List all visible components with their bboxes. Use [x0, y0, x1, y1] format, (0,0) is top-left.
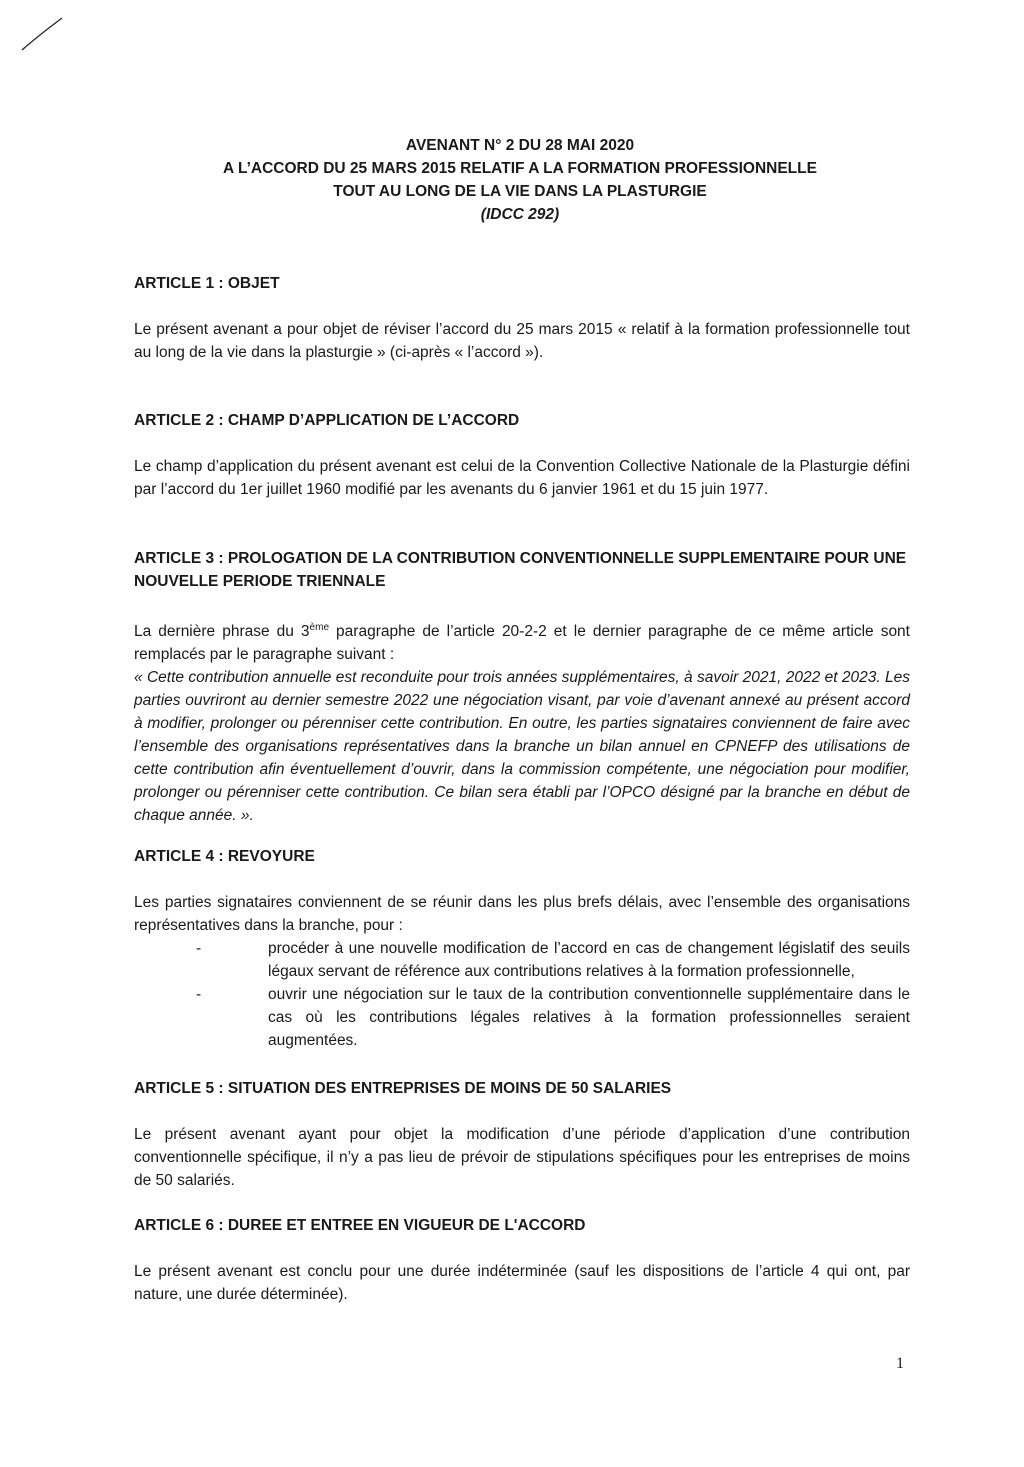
article-6 [134, 1214, 910, 1237]
list-marker: - [196, 986, 202, 1003]
paragraph: Le champ d’application du présent avenant est celui de la Convention Collective Nationale de la Plasturgie défini par l’accord du 1er juillet 1960 modifié par les avenants du 6 janvier 1961 et du 15 juin 1977. [134, 458, 910, 498]
paragraph: Les parties signataires conviennent de se réunir dans les plus brefs délais, avec l’ensemble des organisations représentatives dans la branche, pour : [134, 894, 910, 934]
article-2-body [134, 455, 910, 501]
header-subtitle-line: A L’ACCORD DU 25 MARS 2015 RELATIF A LA FORMATION PROFESSIONNELLE [223, 160, 817, 177]
document-header [130, 134, 910, 226]
pen-stroke-mark [18, 14, 68, 54]
list-item: - procéder à une nouvelle modification de l’accord en cas de changement législatif des seuils légaux servant de référence aux contributions relatives à la formation professionnelle, [134, 937, 910, 983]
header-idcc: (IDCC 292) [480, 206, 560, 223]
list-item: - ouvrir une négociation sur le taux de la contribution conventionnelle supplémentaire dans le cas où les contributions légales relatives à la formation professionnelles seraient augmentées. [134, 983, 910, 1052]
article-title: ARTICLE 1 : OBJET [134, 275, 280, 292]
superscript: ème [309, 622, 329, 633]
article-4-body [134, 891, 910, 1052]
intro-text: La dernière phrase du 3 [134, 623, 310, 641]
page-number: 1 [896, 1355, 904, 1372]
article-2 [134, 409, 910, 432]
quoted-paragraph: « Cette contribution annuelle est reconduite pour trois années supplémentaires, à savoir 2021, 2022 et 2023. Les parties ouvriront au dernier semestre 2022 une négociation visant, par voie d’avenant annexé au présent accord à modifier, prolonger ou pérenniser cette contribution. En outre, les parties signataires conviennent de faire avec l’ensemble des organisations représentatives dans la branche un bilan annuel en CPNEFP des utilisations de cette contribution afin éventuellement d’ouvrir, dans la commission compétente, une négociation pour modifier, prolonger ou pérenniser cette contribution. Ce bilan sera établi par l’OPCO désigné par la branche en début de chaque année. ». [134, 669, 910, 825]
paragraph: Le présent avenant est conclu pour une durée indéterminée (sauf les dispositions de l’article 4 qui ont, par nature, une durée déterminée). [134, 1263, 910, 1303]
header-subtitle-line: TOUT AU LONG DE LA VIE DANS LA PLASTURGIE [333, 183, 707, 200]
article-5-body [134, 1123, 910, 1192]
article-1 [134, 272, 910, 295]
intro-text: paragraphe de l’article 20-2-2 et le dernier paragraphe de ce même article sont remplacés par le paragraphe suivant : [134, 623, 910, 664]
article-title: ARTICLE 3 : PROLOGATION DE LA CONTRIBUTION CONVENTIONNELLE SUPPLEMENTAIRE POUR UNE NOUVELLE PERIODE TRIENNALE [134, 550, 907, 590]
article-title: ARTICLE 5 : SITUATION DES ENTREPRISES DE MOINS DE 50 SALARIES [134, 1080, 672, 1097]
article-5 [134, 1077, 910, 1100]
article-title: ARTICLE 6 : DUREE ET ENTREE EN VIGUEUR DE L'ACCORD [134, 1217, 586, 1234]
list-marker: - [196, 940, 202, 957]
article-4 [134, 845, 910, 868]
paragraph: Le présent avenant ayant pour objet la modification d’une période d’application d’une contribution conventionnelle spécifique, il n’y a pas lieu de prévoir de stipulations spécifiques pour les entreprises de moins de 50 salariés. [134, 1126, 910, 1189]
article-6-body [134, 1260, 910, 1306]
article-title: ARTICLE 4 : REVOYURE [134, 848, 315, 865]
article-title: ARTICLE 2 : CHAMP D’APPLICATION DE L’ACCORD [134, 412, 520, 429]
article-3 [134, 547, 910, 593]
paragraph [134, 616, 910, 666]
header-title-line: AVENANT N° 2 DU 28 MAI 2020 [405, 137, 635, 154]
paragraph: Le présent avenant a pour objet de réviser l’accord du 25 mars 2015 « relatif à la formation professionnelle tout au long de la vie dans la plasturgie » (ci-après « l’accord »). [134, 321, 910, 361]
dash-list [134, 937, 910, 1052]
article-3-body [134, 616, 910, 827]
article-1-body [134, 318, 910, 364]
